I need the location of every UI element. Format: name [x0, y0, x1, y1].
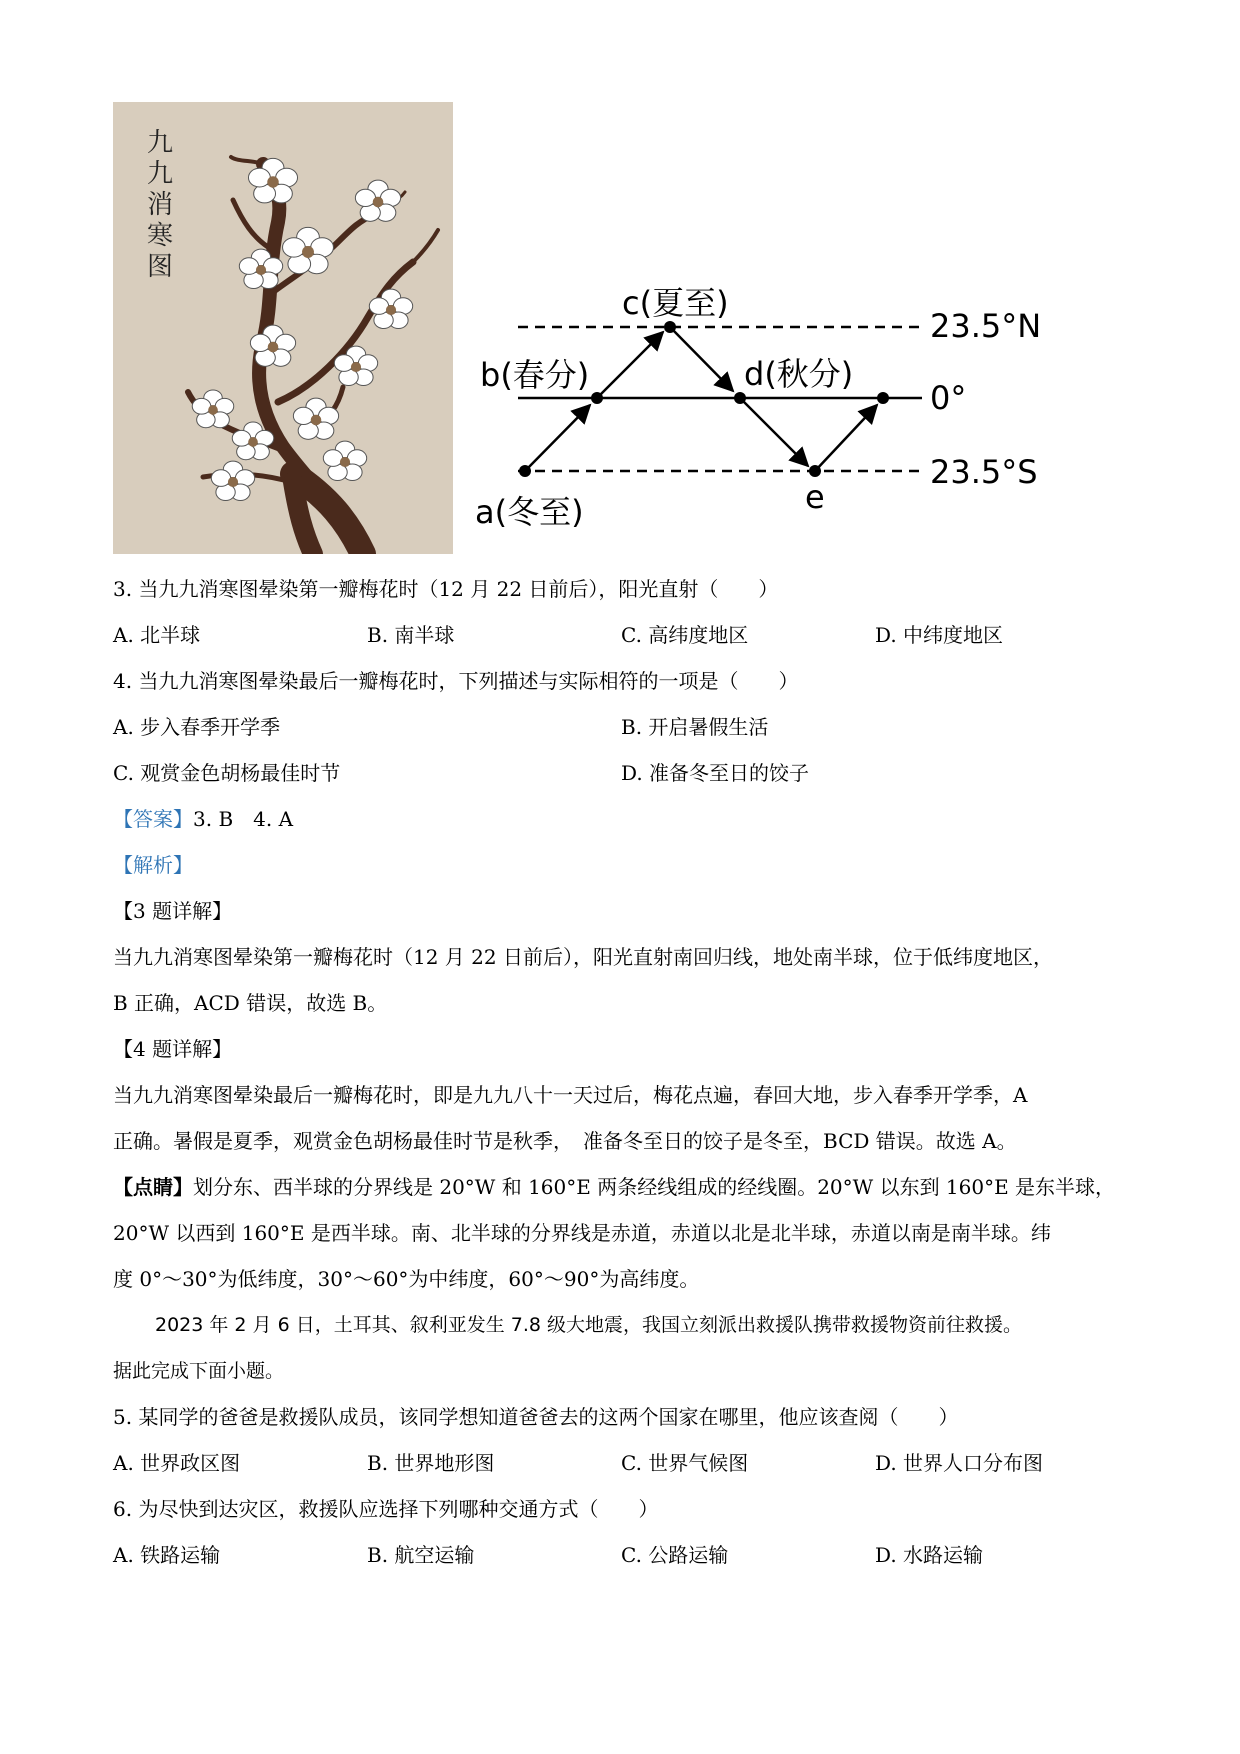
- point-d: [734, 392, 746, 404]
- arrow-d-e: [740, 398, 808, 466]
- detail-3-title: 【3 题详解】: [113, 899, 233, 923]
- poster-title-char: 图: [147, 252, 174, 282]
- poster-title-char: 九: [147, 128, 174, 158]
- tip-label: 【点睛】: [113, 1175, 193, 1199]
- lat-label-equator: 0°: [930, 379, 967, 417]
- tip-line-1: [113, 1173, 1115, 1201]
- lat-label-north: 23.5°N: [930, 307, 1042, 345]
- q6-option-d: D. 水路运输: [875, 1543, 984, 1567]
- label-b: b(春分): [480, 356, 590, 394]
- question-5-stem: 5. 某同学的爸爸是救援队成员，该同学想知道爸爸去的这两个国家在哪里，他应该查阅（ ）: [113, 1405, 959, 1429]
- nine-nines-poster: [113, 102, 453, 554]
- detail-3-line-2: B 正确，ACD 错误，故选 B。: [113, 991, 388, 1015]
- sun-direct-point-diagram: [470, 270, 1090, 540]
- question-3-stem: 3. 当九九消寒图晕染第一瓣梅花时（12 月 22 日前后），阳光直射（ ）: [113, 577, 779, 601]
- q5-option-b: B. 世界地形图: [367, 1451, 495, 1475]
- label-d: d(秋分): [744, 355, 854, 393]
- poster-title-char: 九: [147, 159, 174, 189]
- answer-line: [113, 805, 293, 833]
- lat-label-south: 23.5°S: [930, 453, 1038, 491]
- point-a: [519, 465, 531, 477]
- analysis-label: 【解析】: [113, 853, 193, 877]
- q6-option-b: B. 航空运输: [367, 1543, 475, 1567]
- detail-4-line-1: 当九九消寒图晕染最后一瓣梅花时，即是九九八十一天过后，梅花点遍，春回大地，步入春季开学季，A: [113, 1083, 1028, 1107]
- poster-title-char: 消: [147, 190, 174, 220]
- arrow-a-b: [525, 405, 590, 471]
- q5-option-c: C. 世界气候图: [621, 1451, 749, 1475]
- arrow-e-equator: [815, 405, 877, 471]
- tip-text-1: 划分东、西半球的分界线是 20°W 和 160°E 两条经线组成的经线圈。20°W 以东到 160°E 是东半球，: [193, 1175, 1116, 1199]
- q5-option-a: A. 世界政区图: [113, 1451, 241, 1475]
- q4-option-b: B. 开启暑假生活: [621, 715, 769, 739]
- point-c: [664, 321, 676, 333]
- label-a: a(冬至): [475, 493, 584, 531]
- q3-option-b: B. 南半球: [367, 623, 455, 647]
- label-c: c(夏至): [622, 284, 729, 322]
- question-6-stem: 6. 为尽快到达灾区，救援队应选择下列哪种交通方式（ ）: [113, 1497, 659, 1521]
- q4-option-c: C. 观赏金色胡杨最佳时节: [113, 761, 341, 785]
- q4-option-d: D. 准备冬至日的饺子: [621, 761, 810, 785]
- intro-line-2: 据此完成下面小题。: [113, 1360, 285, 1382]
- poster-title-char: 寒: [147, 221, 174, 251]
- q3-option-c: C. 高纬度地区: [621, 623, 749, 647]
- tip-line-3: 度 0°～30°为低纬度，30°～60°为中纬度，60°～90°为高纬度。: [113, 1267, 700, 1291]
- answer-text: 3. B 4. A: [193, 807, 294, 831]
- poster-title: [147, 128, 181, 283]
- q6-option-a: A. 铁路运输: [113, 1543, 221, 1567]
- intro-line-1: 2023 年 2 月 6 日，土耳其、叙利亚发生 7.8 级大地震，我国立刻派出救援队携带救援物资前往救援。: [155, 1314, 1023, 1336]
- point-equator-end: [877, 392, 889, 404]
- label-e: e: [805, 478, 825, 516]
- q5-option-d: D. 世界人口分布图: [875, 1451, 1044, 1475]
- tip-line-2: 20°W 以西到 160°E 是西半球。南、北半球的分界线是赤道，赤道以北是北半球，赤道以南是南半球。纬: [113, 1221, 1051, 1245]
- q3-option-a: A. 北半球: [113, 623, 201, 647]
- arrow-b-c: [597, 332, 663, 398]
- point-b: [591, 392, 603, 404]
- arrow-c-d: [670, 327, 733, 391]
- q4-option-a: A. 步入春季开学季: [113, 715, 281, 739]
- detail-3-line-1: 当九九消寒图晕染第一瓣梅花时（12 月 22 日前后），阳光直射南回归线，地处南半球，位于低纬度地区，: [113, 945, 1053, 969]
- detail-4-line-2: 正确。暑假是夏季，观赏金色胡杨最佳时节是秋季， 准备冬至日的饺子是冬至，BCD 错误。故选 A。: [113, 1129, 1017, 1153]
- question-4-stem: 4. 当九九消寒图晕染最后一瓣梅花时，下列描述与实际相符的一项是（ ）: [113, 669, 799, 693]
- q6-option-c: C. 公路运输: [621, 1543, 729, 1567]
- point-e: [809, 465, 821, 477]
- q3-option-d: D. 中纬度地区: [875, 623, 1004, 647]
- detail-4-title: 【4 题详解】: [113, 1037, 233, 1061]
- answer-label: 【答案】: [113, 807, 193, 831]
